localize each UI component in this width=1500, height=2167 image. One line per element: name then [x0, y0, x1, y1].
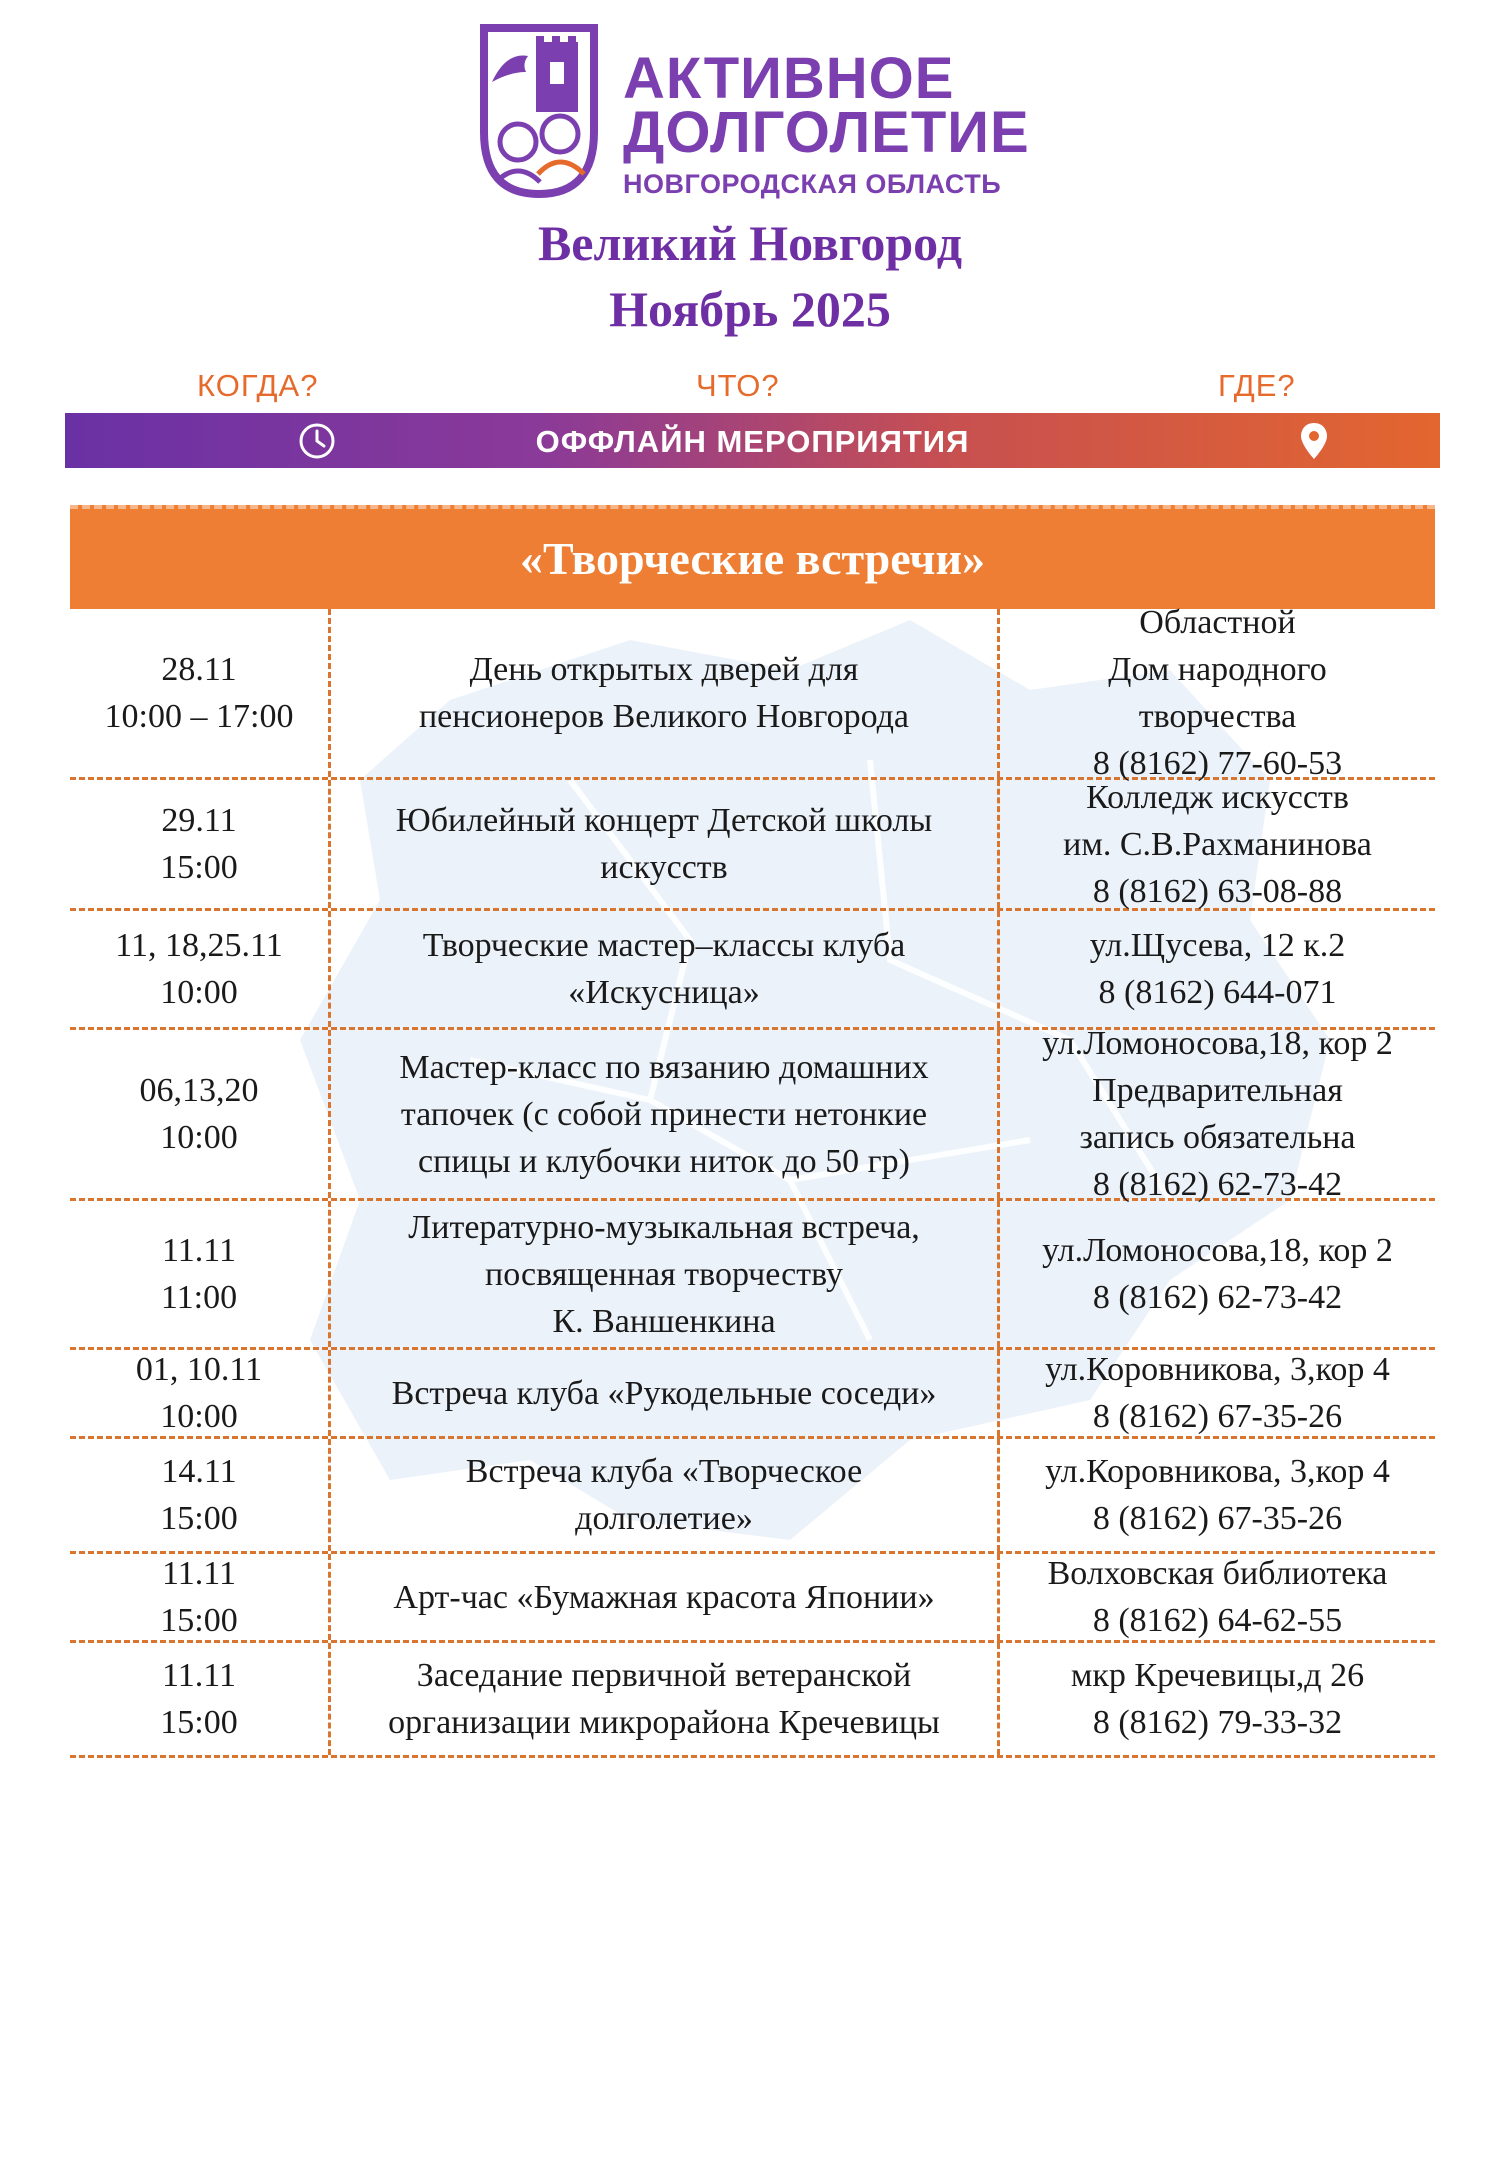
event-title-cell: [328, 1201, 1000, 1347]
table-row: [70, 780, 1435, 911]
table-row: [70, 1201, 1435, 1350]
event-date-line: 14.11: [161, 1453, 237, 1490]
event-date-line: 15:00: [160, 1704, 238, 1741]
event-title-line: посвященная творчеству: [485, 1255, 843, 1293]
event-location-line: ул.Коровникова, 3,кор 4: [1045, 1351, 1390, 1388]
event-title-line: Творческие мастер–классы клуба: [422, 927, 906, 964]
event-title-line: Юбилейный концерт Детской школы: [395, 802, 933, 839]
event-title-line: пенсионеров Великого Новгорода: [418, 698, 910, 735]
section-title: «Творческие встречи»: [70, 505, 1435, 609]
event-title-line: «Искусница»: [568, 974, 760, 1011]
event-location-line: творчества: [1138, 698, 1297, 735]
event-title-cell: [328, 1439, 1000, 1551]
logo-wordmark: [623, 46, 1030, 202]
logo-emblem-icon: [478, 22, 600, 200]
event-title-cell: [328, 911, 1000, 1027]
event-title-cell: [328, 1554, 1000, 1640]
event-title-line: организации микрорайона Кречевицы: [388, 1704, 940, 1741]
event-title-cell: [328, 780, 1000, 908]
column-label-where: ГДЕ?: [1218, 368, 1296, 403]
event-location-line: 8 (8162) 644-071: [1098, 974, 1337, 1011]
table-row: [70, 1554, 1435, 1643]
event-location-cell: [1000, 1025, 1435, 1203]
event-location-line: запись обязательна: [1079, 1119, 1356, 1156]
event-location-line: 8 (8162) 79-33-32: [1092, 1704, 1343, 1741]
event-date-line: 10:00: [160, 974, 238, 1011]
page-title-month: Ноябрь 2025: [609, 281, 891, 337]
event-date-line: 10:00: [160, 1398, 238, 1435]
event-date-cell: [70, 780, 328, 908]
event-date-line: 28.11: [161, 651, 237, 688]
event-title-line: искусств: [600, 849, 728, 886]
event-location-line: Дом народного: [1108, 651, 1327, 688]
event-title-line: долголетие»: [575, 1500, 753, 1537]
event-date-line: 10:00: [160, 1119, 238, 1156]
event-title-line: Литературно-музыкальная встреча,: [408, 1208, 920, 1246]
event-location-line: 8 (8162) 77-60-53: [1092, 745, 1343, 782]
event-date-line: 11.11: [162, 1657, 236, 1694]
events-table: [70, 500, 1435, 2167]
event-location-cell: [1000, 1350, 1435, 1436]
event-date-cell: [70, 1201, 328, 1347]
event-date-cell: [70, 1030, 328, 1198]
event-title-line: Арт-час «Бумажная красота Японии»: [393, 1578, 935, 1616]
event-location-cell: [1000, 1554, 1435, 1640]
brand-logo: [478, 22, 1038, 200]
event-date-cell: [70, 1554, 328, 1640]
event-location-line: 8 (8162) 62-73-42: [1092, 1166, 1343, 1203]
event-location-line: мкр Кречевицы,д 26: [1070, 1657, 1365, 1694]
event-date-line: 11.11: [162, 1555, 236, 1592]
table-row: [70, 1439, 1435, 1554]
event-location-line: 8 (8162) 64-62-55: [1092, 1602, 1343, 1639]
event-date-cell: [70, 1643, 328, 1755]
logo-line-1: АКТИВНОЕ: [623, 46, 955, 111]
event-title-line: Заседание первичной ветеранской: [416, 1657, 912, 1694]
column-label-when: КОГДА?: [197, 368, 319, 403]
event-location-line: им. С.В.Рахманинова: [1063, 825, 1372, 863]
table-row: [70, 911, 1435, 1030]
event-title-cell: [328, 1030, 1000, 1198]
table-row: [70, 604, 1435, 782]
event-date-cell: [70, 1350, 328, 1436]
event-title-cell: [328, 1350, 1000, 1436]
event-date-line: 11:00: [160, 1279, 238, 1316]
event-location-line: Колледж искусств: [1086, 778, 1349, 816]
event-date-line: 11.11: [162, 1232, 236, 1269]
event-title-line: День открытых дверей для: [469, 651, 859, 688]
page-title-city: Великий Новгород: [537, 215, 963, 271]
column-label-what: ЧТО?: [696, 368, 780, 403]
event-title-line: тапочек (с собой принести нетонкие: [400, 1095, 928, 1133]
event-location-cell: [1000, 1201, 1435, 1347]
event-location-line: Областной: [1139, 604, 1296, 641]
logo-line-2: ДОЛГОЛЕТИЕ: [623, 100, 1030, 165]
event-title-line: спицы и клубочки ниток до 50 гр): [418, 1142, 910, 1180]
event-date-line: 15:00: [160, 849, 238, 886]
event-location-cell: [1000, 1643, 1435, 1755]
event-title-line: Мастер-класс по вязанию домашних: [399, 1048, 929, 1086]
event-rows: [70, 604, 1435, 1758]
event-title-line: Встреча клуба «Творческое: [465, 1453, 863, 1490]
event-date-line: 29.11: [161, 802, 237, 839]
table-row: [70, 1025, 1435, 1203]
event-location-line: 8 (8162) 63-08-88: [1092, 872, 1343, 910]
event-location-line: ул.Коровникова, 3,кор 4: [1045, 1453, 1390, 1490]
offline-events-band: [65, 413, 1440, 468]
event-date-cell: [70, 911, 328, 1027]
event-location-line: 8 (8162) 67-35-26: [1092, 1398, 1343, 1435]
band-label: ОФФЛАЙН МЕРОПРИЯТИЯ: [535, 424, 970, 459]
event-location-line: Волховская библиотека: [1047, 1555, 1388, 1592]
event-date-line: 11, 18,25.11: [115, 927, 283, 964]
event-title-line: Встреча клуба «Рукодельные соседи»: [391, 1374, 937, 1412]
table-row: [70, 1643, 1435, 1758]
event-location-line: ул.Ломоносова,18, кор 2: [1042, 1232, 1393, 1269]
event-location-line: 8 (8162) 67-35-26: [1092, 1500, 1343, 1537]
table-row: [70, 1350, 1435, 1439]
logo-line-3: НОВГОРОДСКАЯ ОБЛАСТЬ: [623, 169, 1002, 199]
event-title-cell: [328, 1643, 1000, 1755]
event-location-cell: [1000, 911, 1435, 1027]
event-location-line: ул.Щусева, 12 к.2: [1089, 927, 1346, 964]
event-title-cell: [328, 609, 1000, 777]
event-location-cell: [1000, 780, 1435, 908]
event-date-line: 01, 10.11: [135, 1351, 263, 1388]
event-date-line: 15:00: [160, 1500, 238, 1537]
event-date-line: 06,13,20: [139, 1072, 259, 1109]
event-date-line: 15:00: [160, 1602, 238, 1639]
event-date-cell: [70, 609, 328, 777]
location-pin-icon: [1299, 421, 1329, 461]
event-date-cell: [70, 1439, 328, 1551]
event-location-line: 8 (8162) 62-73-42: [1092, 1279, 1343, 1316]
event-location-cell: [1000, 1439, 1435, 1551]
event-date-line: 10:00 – 17:00: [104, 698, 294, 735]
event-location-line: Предварительная: [1092, 1072, 1343, 1109]
event-location-cell: [1000, 604, 1435, 782]
event-title-line: К. Ваншенкина: [552, 1302, 776, 1340]
event-location-line: ул.Ломоносова,18, кор 2: [1042, 1025, 1393, 1062]
